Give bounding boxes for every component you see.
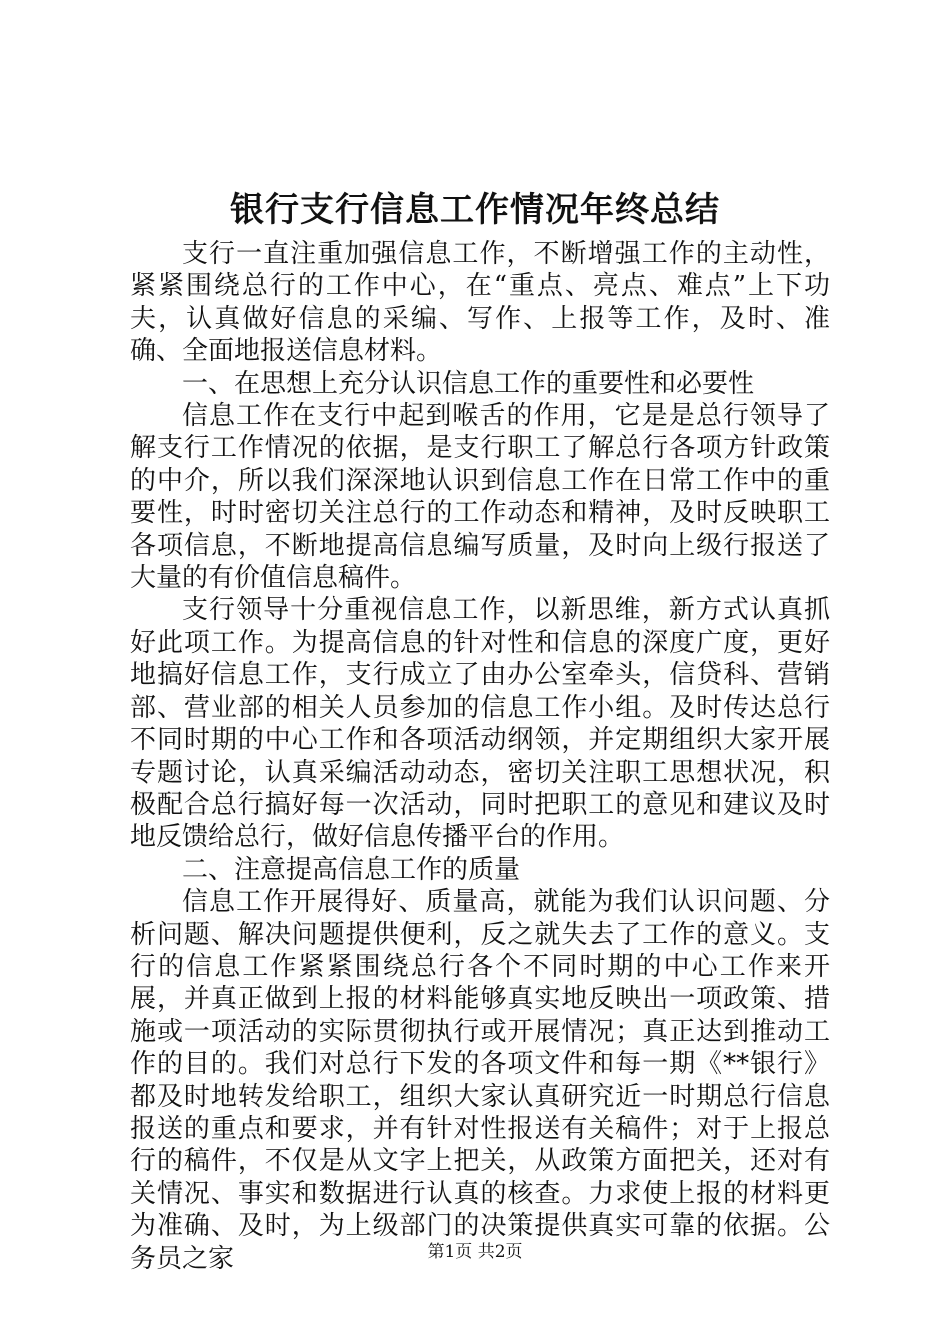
section-heading-1: 一、在思想上充分认识信息工作的重要性和必要性 [182,368,755,399]
section-heading-2: 二、注意提高信息工作的质量 [182,854,521,885]
paragraph-importance: 信息工作在支行中起到喉舌的作用，它是是总行领导了解支行工作情况的依据，是支行职工了解总行各项方针政策的中介，所以我们深深地认识到信息工作在日常工作中的重要性，时时密切关注总行的工作动态和精神，及时反映职工各项信息，不断地提高信息编写质量，及时向上级行报送了大量的有价值信息稿件。 [130,401,830,594]
document-body [130,238,830,1275]
paragraph-intro: 支行一直注重加强信息工作，不断增强工作的主动性，紧紧围绕总行的工作中心，在“重点、亮点、难点”上下功夫，认真做好信息的采编、写作、上报等工作，及时、准确、全面地报送信息材料。 [130,239,830,367]
document-title: 银行支行信息工作情况年终总结 [230,190,720,230]
paragraph-quality: 信息工作开展得好、质量高，就能为我们认识问题、分析问题、解决问题提供便利，反之就失去了工作的意义。支行的信息工作紧紧围绕总行各个不同时期的中心工作来开展，并真正做到上报的材料能够真实地反映出一项政策、措施或一项活动的实际贯彻执行或开展情况；真正达到推动工作的目的。我们对总行下发的各项文件和每一期《**银行》都及时地转发给职工，组织大家认真研究近一时期总行信息报送的重点和要求，并有针对性报送有关稿件；对于上报总行的稿件，不仅是从文字上把关，从政策方面把关，还对有关情况、事实和数据进行认真的核查。力求使上报的材料更为准确、及时，为上级部门的决策提供真实可靠的依据。公务员之家 [130,887,830,1274]
page-footer: 第1页 共2页 [427,1242,523,1262]
paragraph-leadership: 支行领导十分重视信息工作，以新思维，新方式认真抓好此项工作。为提高信息的针对性和信息的深度广度，更好地搞好信息工作，支行成立了由办公室牵头，信贷科、营销部、营业部的相关人员参加的信息工作小组。及时传达总行不同时期的中心工作和各项活动纲领，并定期组织大家开展专题讨论，认真采编活动动态，密切关注职工思想状况，积极配合总行搞好每一次活动，同时把职工的意见和建议及时地反馈给总行，做好信息传播平台的作用。 [130,595,830,853]
